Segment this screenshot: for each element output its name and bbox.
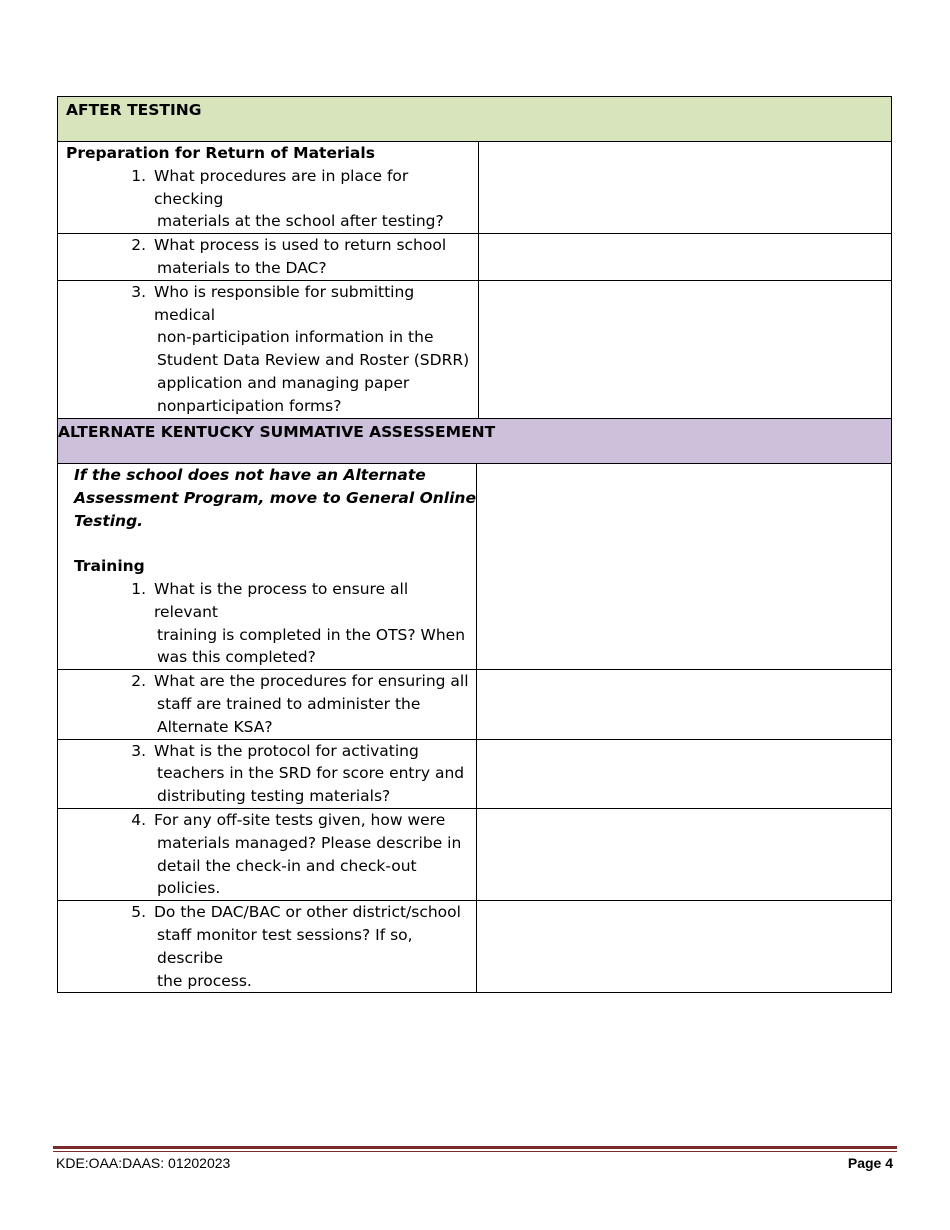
question: 1. What procedures are in place for checking materials at the school after testing? [131,166,444,231]
question: 5. Do the DAC/BAC or other district/school staff monitor test sessions? If so, describe the process. [131,903,461,990]
footer-page-number: Page 4 [847,1155,893,1171]
footer-rule-thin [53,1151,897,1152]
table-row [58,464,892,670]
table-row [58,808,892,900]
question-cell [58,142,479,234]
answer-cell[interactable] [479,234,892,281]
subheading: Training [74,557,145,576]
after-testing-table [57,96,892,419]
answer-cell[interactable] [479,142,892,234]
question-cell [58,464,477,670]
table-row [58,234,892,281]
footer-doc-id: KDE:OAA:DAAS: 01202023 [56,1155,231,1171]
answer-cell[interactable] [477,670,892,739]
section-header-after-testing: AFTER TESTING [58,97,892,142]
alternate-kentucky-table [57,418,892,993]
answer-cell[interactable] [477,464,892,670]
subheading: Preparation for Return of Materials [66,144,375,162]
question: 3. What is the protocol for activating teachers in the SRD for score entry and distributing testing materials? [131,741,465,806]
table-row [58,670,892,739]
question-cell [58,739,477,808]
footer-rule [53,1146,897,1149]
question-cell [58,234,479,281]
question-cell [58,808,477,900]
question: 2. What are the procedures for ensuring all staff are trained to administer the Alternate KSA? [131,672,469,736]
question: 2. What process is used to return school materials to the DAC? [131,236,447,277]
section-header-alternate: ALTERNATE KENTUCKY SUMMATIVE ASSESSEMENT [58,419,892,464]
table-row [58,280,892,418]
question: 1. What is the process to ensure all relevant training is completed in the OTS? When was this completed? [131,579,466,667]
instruction-note: If the school does not have an Alternate Assessment Program, move to General Online Testing. [74,466,476,530]
question-cell [58,670,477,739]
answer-cell[interactable] [477,901,892,993]
answer-cell[interactable] [477,808,892,900]
question-cell [58,901,477,993]
question-cell [58,280,479,418]
answer-cell[interactable] [477,739,892,808]
answer-cell[interactable] [479,280,892,418]
table-row [58,142,892,234]
question: 4. For any off-site tests given, how were materials managed? Please describe in detail the check-in and check-out policies. [131,810,462,898]
table-row [58,739,892,808]
question: 3. Who is responsible for submitting medical non-participation information in the Student Data Review and Roster (SDRR) application and managing paper nonparticipation forms? [131,282,470,415]
table-row [58,901,892,993]
